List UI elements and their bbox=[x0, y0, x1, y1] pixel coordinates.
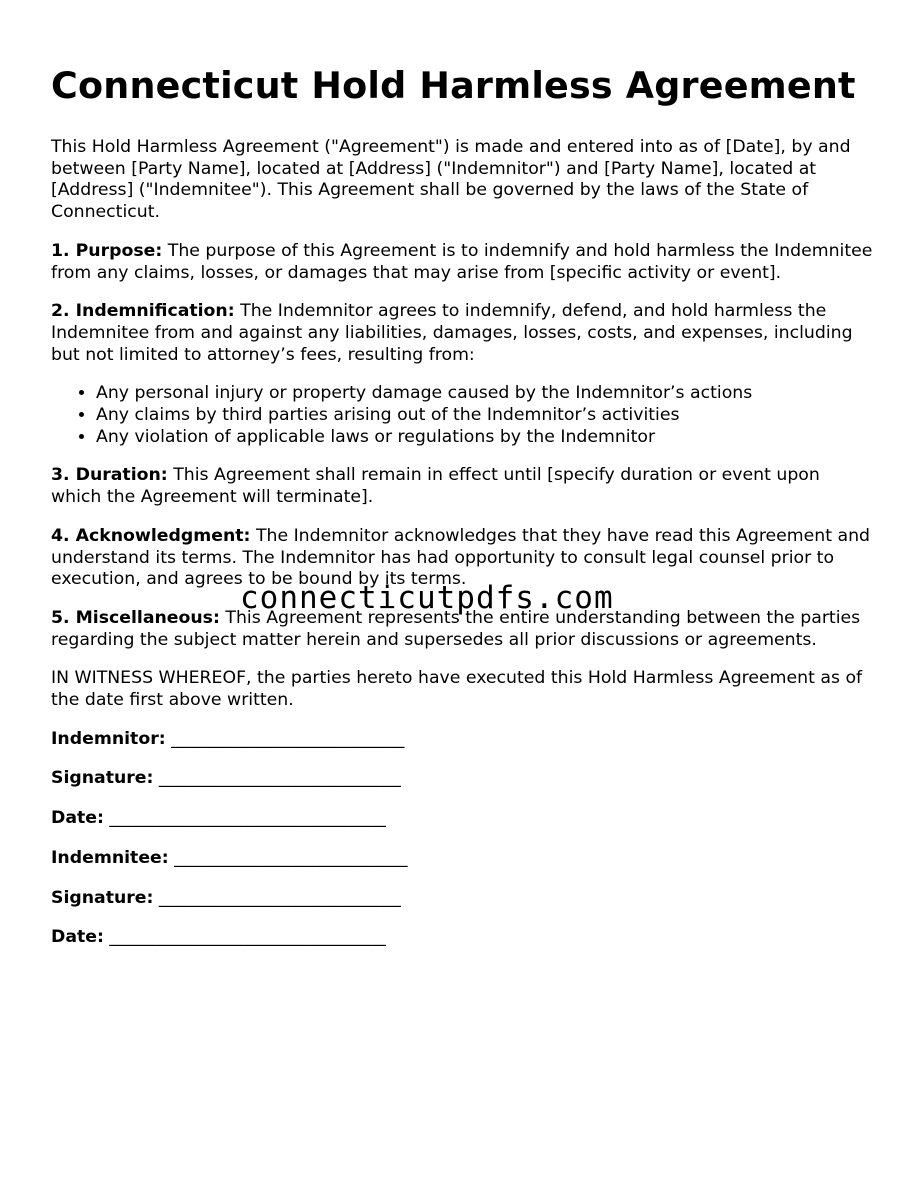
section-duration bbox=[51, 465, 873, 508]
section-label: 1. Purpose: bbox=[51, 240, 163, 261]
list-item: • Any violation of applicable laws or regulations by the Indemnitor bbox=[96, 427, 873, 449]
blank-line: ____________________________ bbox=[158, 887, 401, 908]
field-label: Signature: bbox=[51, 768, 154, 789]
section-miscellaneous bbox=[51, 608, 873, 651]
indemnitor-name-line bbox=[51, 729, 873, 751]
field-label: Indemnitee: bbox=[51, 847, 169, 868]
section-label: 3. Duration: bbox=[51, 465, 168, 486]
list-item: • Any claims by third parties arising out of the Indemnitor’s activities bbox=[96, 405, 873, 427]
indemnification-list bbox=[51, 383, 873, 448]
section-purpose bbox=[51, 241, 873, 284]
indemnitee-date-line bbox=[51, 927, 873, 949]
indemnitor-signature-line bbox=[51, 768, 873, 790]
field-label: Signature: bbox=[51, 887, 154, 908]
indemnitor-date-line bbox=[51, 808, 873, 830]
witness-paragraph: IN WITNESS WHEREOF, the parties hereto have executed this Hold Harmless Agreement as of the date first above written. bbox=[51, 668, 863, 711]
list-item: • Any personal injury or property damage caused by the Indemnitor’s actions bbox=[96, 383, 873, 405]
field-label: Date: bbox=[51, 927, 104, 948]
blank-line: ________________________________ bbox=[109, 808, 386, 829]
document-page bbox=[51, 62, 873, 967]
blank-line: ____________________________ bbox=[158, 768, 401, 789]
field-label: Indemnitor: bbox=[51, 728, 166, 749]
section-indemnification bbox=[51, 301, 873, 366]
indemnitee-name-line bbox=[51, 848, 873, 870]
section-text: The purpose of this Agreement is to indemnify and hold harmless the Indemnitee from any claims, losses, or damages that may arise from [specific activity or event]. bbox=[51, 240, 873, 283]
section-text: The Indemnitor acknowledges that they have read this Agreement and understand its terms. The Indemnitor has had opportunity to consult legal counsel prior to execution, and agrees to be bound by its terms. bbox=[51, 525, 871, 590]
section-text: The Indemnitor agrees to indemnify, defend, and hold harmless the Indemnitee from and against any liabilities, damages, losses, costs, and expenses, including but not limited to attorney’s fees, resulting from: bbox=[51, 301, 853, 365]
section-acknowledgment bbox=[51, 526, 873, 591]
section-label: 5. Miscellaneous: bbox=[51, 607, 220, 628]
blank-line: ___________________________ bbox=[171, 728, 405, 749]
watermark-text: connecticutpdfs.com bbox=[240, 580, 614, 616]
indemnitee-signature-line bbox=[51, 888, 873, 910]
section-label: 2. Indemnification: bbox=[51, 301, 235, 322]
section-label: 4. Acknowledgment: bbox=[51, 525, 251, 546]
section-text: This Agreement represents the entire understanding between the parties regarding the subject matter herein and supersedes all prior discussions or agreements. bbox=[51, 607, 861, 650]
blank-line: ________________________________ bbox=[109, 927, 386, 948]
document-title: Connecticut Hold Harmless Agreement bbox=[51, 64, 856, 107]
intro-paragraph: This Hold Harmless Agreement ("Agreement") is made and entered into as of [Date], by and between [Party Name], located at [Address] ("Indemnitor") and [Party Name], located at [Address] ("Indemnitee"). This Agreement shall be governed by the laws of the State of Connecticut. bbox=[51, 137, 851, 223]
blank-line: ___________________________ bbox=[174, 847, 408, 868]
section-text: This Agreement shall remain in effect until [specify duration or event upon which the Agreement will terminate]. bbox=[51, 465, 820, 508]
field-label: Date: bbox=[51, 808, 104, 829]
